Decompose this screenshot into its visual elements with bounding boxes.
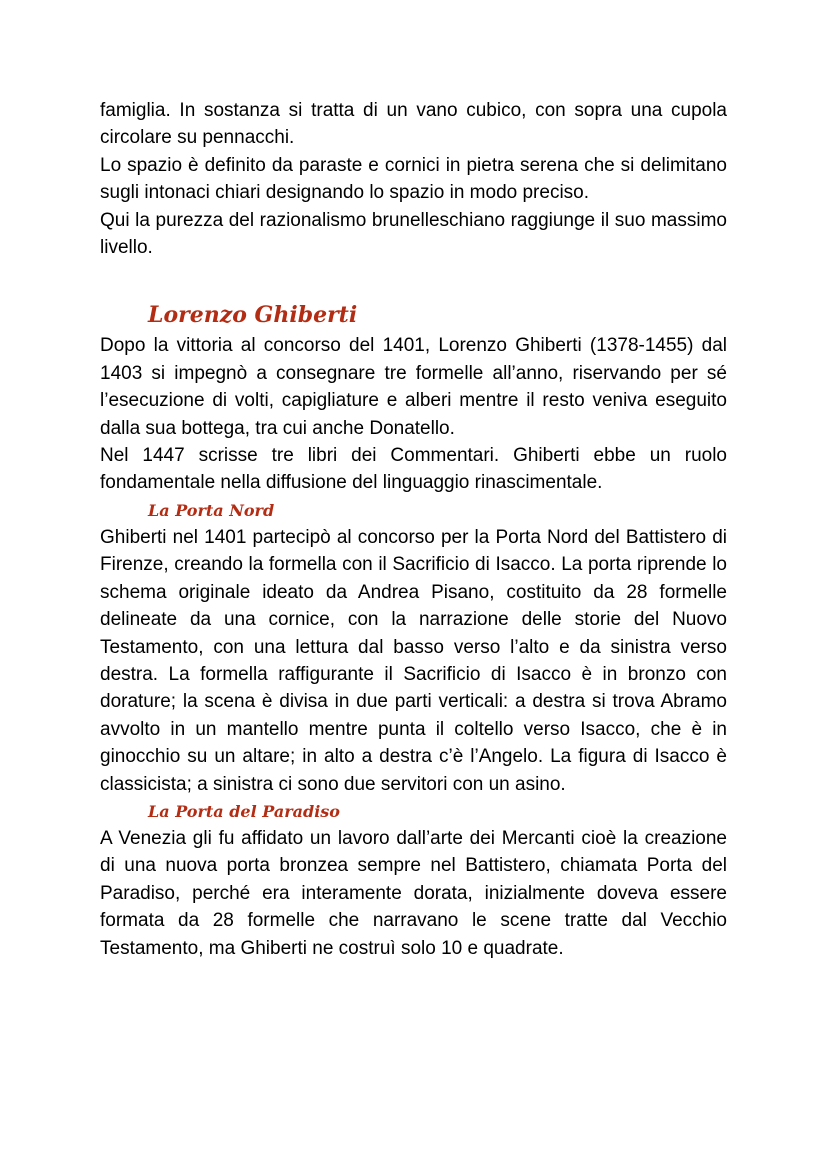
section-spacer: [100, 261, 727, 288]
subheading-porta-nord: La Porta Nord: [148, 500, 275, 520]
intro-paragraph-3: Qui la purezza del razionalismo brunelleschiano raggiunge il suo massimo livello.: [100, 209, 727, 259]
intro-paragraph-1: famiglia. In sostanza si tratta di un vano cubico, con sopra una cupola circolare su pennacchi.: [100, 100, 727, 149]
porta-nord-paragraph: Ghiberti nel 1401 partecipò al concorso per la Porta Nord del Battistero di Firenze, creando la formella con il Sacrificio di Isacco. La porta riprende lo schema originale ideato da Andrea Pisano, costituito da 28 formelle delineate da una cornice, con la narrazione delle storie del Nuovo Testamento, con una lettura dal basso verso l’alto e da sinistra verso destra. La formella raffigurante il Sacrificio di Isacco è in bronzo con dorature; la scena è divisa in due parti verticali: a destra si trova Abramo avvolto in un mantello mentre punta il coltello verso Isacco, che è in ginocchio su un altare; in alto a destra c’è l’Angelo. La figura di Isacco è classicista; a sinistra ci sono due servitori con un asino.: [100, 526, 727, 795]
intro-paragraph-2: Lo spazio è definito da paraste e cornici in pietra serena che si delimitano sugli intonaci chiari designando lo spazio in modo preciso.: [100, 154, 727, 204]
ghiberti-paragraph-1: Dopo la vittoria al concorso del 1401, Lorenzo Ghiberti (1378-1455) dal 1403 si impegnò a consegnare tre formelle all’anno, riservando per sé l’esecuzione di volti, capigliature e alberi mentre il resto veniva eseguito dalla sua bottega, tra cui anche Donatello.: [100, 335, 727, 439]
subheading-porta-del-paradiso: La Porta del Paradiso: [148, 801, 340, 821]
document-page: [100, 97, 727, 962]
ghiberti-paragraph-2: Nel 1447 scrisse tre libri dei Commentari. Ghiberti ebbe un ruolo fondamentale nella diffusione del linguaggio rinascimentale.: [100, 445, 727, 494]
porta-paradiso-paragraph: A Venezia gli fu affidato un lavoro dall’arte dei Mercanti cioè la creazione di una nuova porta bronzea sempre nel Battistero, chiamata Porta del Paradiso, perché era interamente dorata, inizialmente doveva essere formata da 28 formelle che narravano le scene tratte dal Vecchio Testamento, ma Ghiberti ne costruì solo 10 e quadrate.: [100, 827, 727, 959]
section-heading-lorenzo-ghiberti: Lorenzo Ghiberti: [148, 302, 358, 329]
